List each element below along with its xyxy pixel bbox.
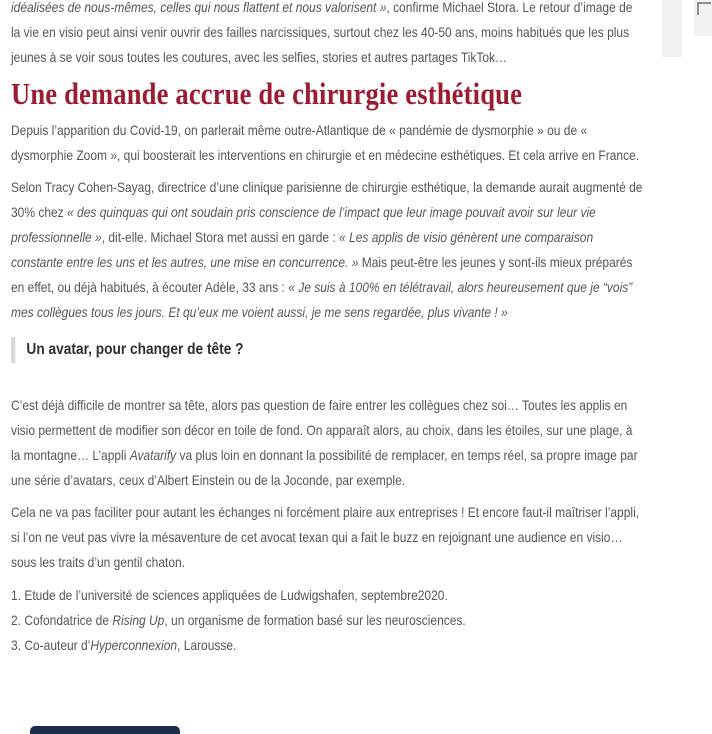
- footnote-item: 2. Cofondatrice de Rising Up, un organisme de formation basé sur les neurosciences.: [11, 612, 466, 628]
- bottom-bar-fragment: [30, 726, 180, 734]
- article-body: [11, 0, 645, 658]
- heading-accent-bar: [11, 337, 15, 363]
- footnote-item: 3. Co-auteur d’Hyperconnexion, Larousse.: [11, 637, 237, 653]
- subsection-heading-label: Un avatar, pour changer de tête ?: [26, 341, 244, 358]
- section-heading: Une demande accrue de chirurgie esthétique: [11, 76, 523, 111]
- footnotes: [11, 583, 645, 658]
- footnote-item: 1. Etude de l’université de sciences appliquées de Ludwigshafen, septembre2020.: [11, 587, 448, 603]
- subsection-heading: [11, 337, 645, 363]
- paragraph-selon: Selon Tracy Cohen-Sayag, directrice d’une clinique parisienne de chirurgie esthétique, la demande aurait augmenté de 30% chez « des quinquas qui ont soudain pris conscience de l’impact que leur image pouvait avoir sur leur vie professionnelle », dit-elle. Michael Stora met aussi en garde : « Les applis de visio génèrent une comparaison constante entre les uns et les autres, une mise en concurrence. » Mais peut-être les jeunes y sont-ils mieux préparés en effet, ou déjà habitués, à écouter Adèle, 33 ans : « Je suis à 100% en télétravail, alors heureusement que je “vois” mes collègues tous les jours. Et qu’eux me voient aussi, je me sens regardée, plus vivante ! »: [11, 179, 643, 320]
- paragraph-depuis: Depuis l’apparition du Covid-19, on parlerait même outre-Atlantique de « pandémie de dysmorphie » ou de « dysmorphie Zoom », qui boosterait les interventions en chirurgie et en médecine esthétiques. Et cela arrive en France.: [11, 122, 640, 163]
- paragraph-chaton: Cela ne va pas faciliter pour autant les échanges ni forcément plaire aux entreprises ! Et encore faut-il maîtriser l’appli, si l’on ne veut pas vivre la mésaventure de cet avocat texan qui a fait le buzz en rejoignant une audience en visio… sous les traits d’un gentil chaton.: [11, 504, 640, 570]
- paragraph-intro-fragment: idéalisées de nous-mêmes, celles qui nous flattent et nous valorisent », confirme Michael Stora. Le retour d’image de la vie en visio peut ainsi venir ouvrir des failles narcissiques, surtout chez les 40-50 ans, moins habitués que les plus jeunes à se voir sous toutes les coutures, avec les selfies, stories et autres partages TikTok…: [11, 0, 633, 65]
- corner-frame-fragment: [697, 2, 711, 15]
- paragraph-avatar: C’est déjà difficile de montrer sa tête, alors pas question de faire entrer les collègues chez soi… Toutes les applis en visio permettent de modifier son décor en toile de fond. On apparaît alors, au choix, dans les étoiles, sur une plage, à la montagne… L’appli Avatarify va plus loin en donnant la possibilité de remplacer, en temps réel, sa propre image par une série d’avatars, ceux d’Albert Einstein ou de la Joconde, par exemple.: [11, 397, 638, 488]
